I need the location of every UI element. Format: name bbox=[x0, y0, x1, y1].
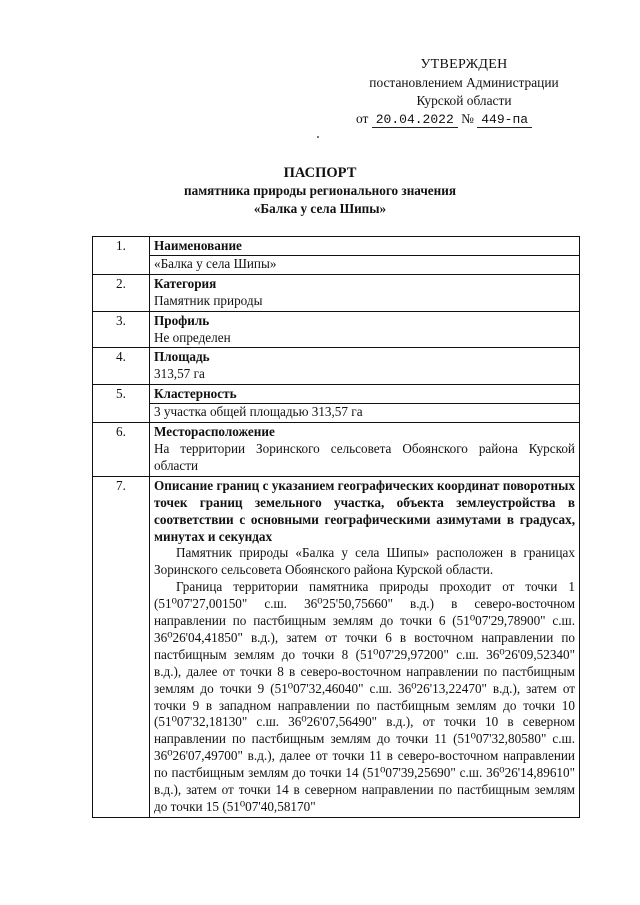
approval-number-line bbox=[350, 110, 578, 129]
document-heading bbox=[0, 164, 640, 218]
scan-speck bbox=[317, 136, 319, 138]
row-value: На территории Зоринского сельсовета Обоянского района Курской области bbox=[154, 440, 575, 473]
row-content bbox=[150, 311, 580, 348]
row-content bbox=[150, 237, 580, 275]
approval-stamp bbox=[350, 56, 578, 129]
row-content bbox=[150, 476, 580, 817]
table-row bbox=[93, 348, 580, 385]
approval-title: УТВЕРЖДЕН bbox=[420, 57, 508, 72]
row-label: Месторасположение bbox=[154, 424, 275, 440]
row-number: 3. bbox=[93, 311, 150, 348]
row-number: 6. bbox=[93, 423, 150, 477]
boundary-description: Граница территории памятника природы проходит от точки 1 (51⁰07'27,00150" с.ш. 36⁰25'50,75660" в.д.) в северо-восточном направлении по пастбищным землям до точки 6 (51⁰07'29,78900" с.ш. 36⁰26'04,41850" в.д.), затем от точки 6 в восточном направлении по пастбищным землям до точки 8 (51⁰07'29,97200" с.ш. 36⁰26'09,52340" в.д.), далее от точки 8 в северо-восточном направлении по пастбищным землям до точки 9 (51⁰07'32,46040" с.ш. 36⁰26'13,22470" в.д.), затем от точки 9 в западном направлении по пастбищным землям до точки 10 (51⁰07'32,18130" с.ш. 36⁰26'07,56490" в.д.), от точки 10 в северном направлении по пастбищным землям до точки 11 (51⁰07'32,80580" с.ш. 36⁰26'07,49700" в.д.), далее от точки 11 в северо-восточном направлении по пастбищным землям до точки 14 (51⁰07'39,25690" с.ш. 36⁰26'14,89610" в.д.), затем от точки 14 в северном направлении по пастбищным землям до точки 15 (51⁰07'40,58170" bbox=[154, 579, 575, 814]
row-label: Описание границ с указанием географических координат поворотных точек границ земельного участка, объекта землеустройства в соответствии с основными географическими азимутами в градусах, минутах и секундах bbox=[154, 477, 575, 544]
table-row bbox=[93, 237, 580, 275]
table-row bbox=[93, 423, 580, 477]
row-value: Памятник природы bbox=[154, 292, 263, 308]
row-content bbox=[150, 423, 580, 477]
row-number: 1. bbox=[93, 237, 150, 275]
approval-number: 449-па bbox=[477, 112, 532, 128]
row-label: Площадь bbox=[154, 349, 210, 365]
row-number: 2. bbox=[93, 274, 150, 311]
row-content bbox=[150, 385, 580, 423]
row-number: 4. bbox=[93, 348, 150, 385]
row-label: Кластерность bbox=[154, 386, 237, 402]
row-number: 7. bbox=[93, 476, 150, 817]
row-content bbox=[150, 348, 580, 385]
row-label: Наименование bbox=[154, 238, 242, 253]
row-value: 3 участка общей площадью 313,57 га bbox=[150, 403, 579, 421]
number-prefix: № bbox=[461, 111, 474, 126]
document-title: ПАСПОРТ bbox=[283, 165, 357, 181]
table-row bbox=[93, 311, 580, 348]
approval-date: 20.04.2022 bbox=[372, 112, 458, 128]
boundary-intro: Памятник природы «Балка у села Шипы» расположен в границах Зоринского сельсовета Обоянского района Курской области. bbox=[154, 545, 575, 578]
row-number: 5. bbox=[93, 385, 150, 423]
approval-line-1: постановлением Администрации bbox=[369, 75, 559, 90]
passport-table bbox=[92, 236, 580, 818]
monument-name: «Балка у села Шипы» bbox=[253, 201, 387, 216]
row-label: Категория bbox=[154, 275, 217, 291]
row-value: 313,57 га bbox=[154, 366, 205, 382]
row-value: «Балка у села Шипы» bbox=[150, 255, 579, 273]
document-subtitle: памятника природы регионального значения bbox=[184, 183, 456, 198]
table-row bbox=[93, 476, 580, 817]
table-row bbox=[93, 274, 580, 311]
table-row bbox=[93, 385, 580, 423]
date-prefix: от bbox=[356, 111, 369, 126]
row-content bbox=[150, 274, 580, 311]
row-label: Профиль bbox=[154, 312, 210, 328]
row-value: Не определен bbox=[154, 329, 231, 345]
approval-line-2: Курской области bbox=[416, 93, 512, 108]
